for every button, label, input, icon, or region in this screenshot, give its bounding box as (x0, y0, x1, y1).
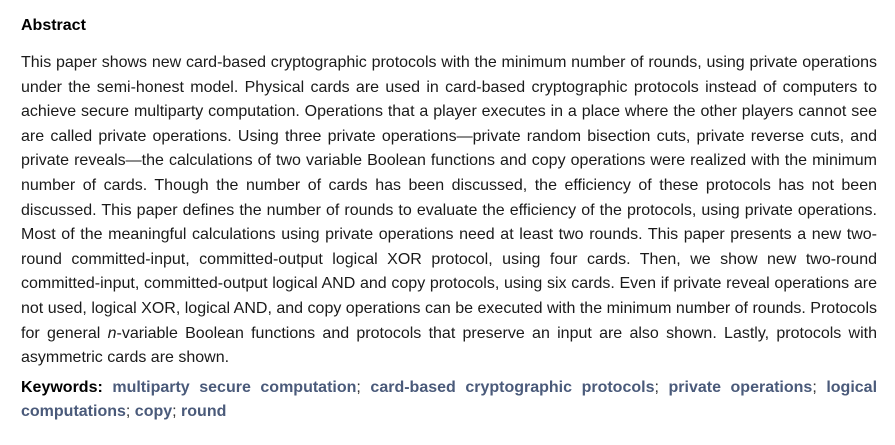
keyword-separator: ; (356, 378, 361, 396)
abstract-section (21, 16, 877, 425)
keyword-separator: ; (812, 378, 817, 396)
abstract-text-part1: This paper shows new card-based cryptographic protocols with the minimum number of rounds, using private operations under the semi-honest model. Physical cards are used in card-based cryptographic protocols instead of computers to achieve secure multiparty computation. Operations that a player executes in a place where the other players cannot see are called private operations. Using three private operations—private random bisection cuts, private reverse cuts, and private reveals—the calculations of two variable Boolean functions and copy operations were realized with the minimum number of cards. Though the number of cards has been discussed, the efficiency of these protocols has not been discussed. This paper defines the number of rounds to evaluate the efficiency of the protocols, using private operations. Most of the meaningful calculations using private operations need at least two rounds. This paper presents a new two-round committed-input, committed-output logical XOR protocol, using four cards. Then, we show new two-round committed-input, committed-output logical AND and copy protocols, using six cards. Even if private reveal operations are not used, logical XOR, logical AND, and copy operations can be executed with the minimum number of rounds. Protocols for general (21, 54, 877, 342)
keyword-link-card-based-cryptographic-protocols[interactable]: card-based cryptographic protocols (370, 378, 655, 396)
keyword-link-multiparty-secure-computation[interactable]: multiparty secure computation (112, 378, 357, 396)
keywords-label: Keywords: (21, 378, 103, 396)
abstract-text-italic: n (107, 324, 117, 342)
keyword-link-round[interactable]: round (181, 403, 227, 421)
abstract-text-part2: -variable Boolean functions and protocols that preserve an input are also shown. Lastly, protocols with asymmetric cards are shown. (21, 324, 878, 367)
keyword-link-copy[interactable]: copy (134, 403, 173, 421)
keyword-separator: ; (654, 378, 659, 396)
keyword-link-private-operations[interactable]: private operations (668, 378, 813, 396)
abstract-heading: Abstract (21, 17, 86, 34)
keyword-separator: ; (125, 403, 131, 421)
keyword-link-logical-computations[interactable]: logical computations (21, 378, 878, 421)
keyword-separator: ; (172, 403, 177, 421)
abstract-text (21, 51, 877, 371)
keywords-line (21, 376, 877, 425)
